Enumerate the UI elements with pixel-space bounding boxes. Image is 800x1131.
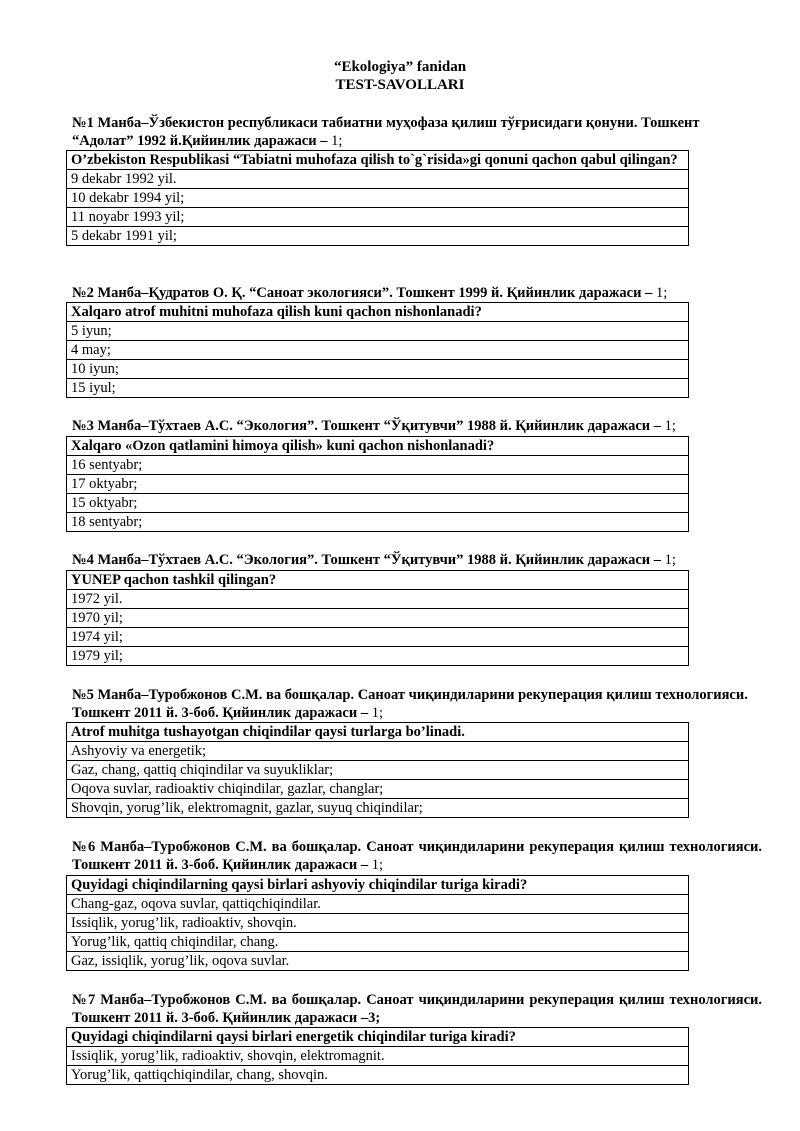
answer-7-a: Issiqlik, yorug’lik, radioaktiv, shovqin, elektromagnit.: [67, 1047, 689, 1066]
answer-5-a: Ashyoviy va energetik;: [67, 742, 689, 761]
section-2-header: [72, 284, 762, 302]
question-4: YUNEP qachon tashkil qilingan?: [67, 571, 689, 590]
section-6-source: №6 Манба–Туробжонов С.М. ва бошқалар. Саноат чиқиндиларини рекуперация қилиш технологияси. Тошкент 2011 й. 3-боб. Қийинлик даражаси –: [72, 839, 762, 873]
section-6-difficulty: 1;: [368, 857, 383, 873]
answer-7-b: Yorug’lik, qattiqchiqindilar, chang, shovqin.: [67, 1066, 689, 1085]
answer-4-d: 1979 yil;: [67, 647, 689, 666]
section-1-source: №1 Манба–Ўзбекистон республикаси табиатни муҳофаза қилиш тўғрисидаги қонуни. Тошкент “Адолат” 1992 й.Қийинлик даражаси –: [72, 115, 700, 149]
section-4-table: [66, 570, 689, 666]
question-6: Quyidagi chiqindilarning qaysi birlari ashyoviy chiqindilar turiga kiradi?: [67, 876, 689, 895]
answer-5-b: Gaz, chang, qattiq chiqindilar va suyukliklar;: [67, 761, 689, 780]
section-5-difficulty: 1;: [368, 705, 383, 721]
question-7: Quyidagi chiqindilarni qaysi birlari energetik chiqindilar turiga kiradi?: [67, 1028, 689, 1047]
answer-2-b: 4 may;: [67, 341, 689, 360]
answer-1-c: 11 noyabr 1993 yil;: [67, 208, 689, 227]
section-7-source: №7 Манба–Туробжонов С.М. ва бошқалар. Саноат чиқиндиларини рекуперация қилиш технологияси. Тошкент 2011 й. 3-боб. Қийинлик даражаси –3;: [72, 992, 762, 1026]
answer-5-d: Shovqin, yorug’lik, elektromagnit, gazlar, suyuq chiqindilar;: [67, 799, 689, 818]
section-1-difficulty: 1;: [327, 133, 343, 149]
question-1: O’zbekiston Respublikasi “Tabiatni muhofaza qilish to`g`risida»gi qonuni qachon qabul qilingan?: [67, 151, 689, 170]
section-3-table: [66, 436, 689, 532]
answer-1-a: 9 dekabr 1992 yil.: [67, 170, 689, 189]
answer-4-c: 1974 yil;: [67, 628, 689, 647]
question-5: Atrof muhitga tushayotgan chiqindilar qaysi turlarga bo’linadi.: [67, 723, 689, 742]
section-6-header: [72, 838, 762, 874]
section-7-header: [72, 991, 762, 1027]
answer-6-a: Chang-gaz, oqova suvlar, qattiqchiqindilar.: [67, 895, 689, 914]
answer-1-d: 5 dekabr 1991 yil;: [67, 227, 689, 246]
answer-1-b: 10 dekabr 1994 yil;: [67, 189, 689, 208]
section-3-source: №3 Манба–Тўхтаев А.С. “Экология”. Тошкент “Ўқитувчи” 1988 й. Қийинлик даражаси –: [72, 418, 661, 434]
section-2-table: [66, 302, 689, 398]
answer-2-d: 15 iyul;: [67, 379, 689, 398]
section-6-table: [66, 875, 689, 971]
section-5-header: [72, 686, 762, 722]
section-7-table: [66, 1027, 689, 1085]
answer-6-b: Issiqlik, yorug’lik, radioaktiv, shovqin.: [67, 914, 689, 933]
answer-3-a: 16 sentyabr;: [67, 456, 689, 475]
title-line-2: TEST-SAVOLLARI: [335, 77, 465, 93]
section-5-table: [66, 722, 689, 818]
section-1-table: [66, 150, 689, 246]
answer-5-c: Oqova suvlar, radioaktiv chiqindilar, gazlar, changlar;: [67, 780, 689, 799]
section-5-source: №5 Манба–Туробжонов С.М. ва бошқалар. Саноат чиқиндиларини рекуперация қилиш технологияси. Тошкент 2011 й. 3-боб. Қийинлик даражаси –: [72, 687, 748, 721]
title-line-1: “Ekologiya” fanidan: [333, 59, 467, 75]
question-2: Xalqaro atrof muhitni muhofaza qilish kuni qachon nishonlanadi?: [67, 303, 689, 322]
section-3-header: [72, 417, 762, 435]
section-2-source: №2 Манба–Қудратов О. Қ. “Саноат экологияси”. Тошкент 1999 й. Қийинлик даражаси –: [72, 285, 653, 301]
answer-3-c: 15 oktyabr;: [67, 494, 689, 513]
answer-2-a: 5 iyun;: [67, 322, 689, 341]
answer-6-d: Gaz, issiqlik, yorug’lik, oqova suvlar.: [67, 952, 689, 971]
section-1-header: [72, 114, 762, 150]
answer-6-c: Yorug’lik, qattiq chiqindilar, chang.: [67, 933, 689, 952]
section-3-difficulty: 1;: [661, 418, 676, 434]
answer-4-b: 1970 yil;: [67, 609, 689, 628]
section-4-difficulty: 1;: [661, 552, 676, 568]
answer-4-a: 1972 yil.: [67, 590, 689, 609]
document-title: [0, 58, 800, 94]
answer-2-c: 10 iyun;: [67, 360, 689, 379]
section-2-difficulty: 1;: [652, 285, 668, 301]
answer-3-d: 18 sentyabr;: [67, 513, 689, 532]
answer-3-b: 17 oktyabr;: [67, 475, 689, 494]
section-4-source: №4 Манба–Тўхтаев А.С. “Экология”. Тошкент “Ўқитувчи” 1988 й. Қийинлик даражаси –: [72, 552, 661, 568]
question-3: Xalqaro «Ozon qatlamini himoya qilish» kuni qachon nishonlanadi?: [67, 437, 689, 456]
section-4-header: [72, 551, 762, 569]
